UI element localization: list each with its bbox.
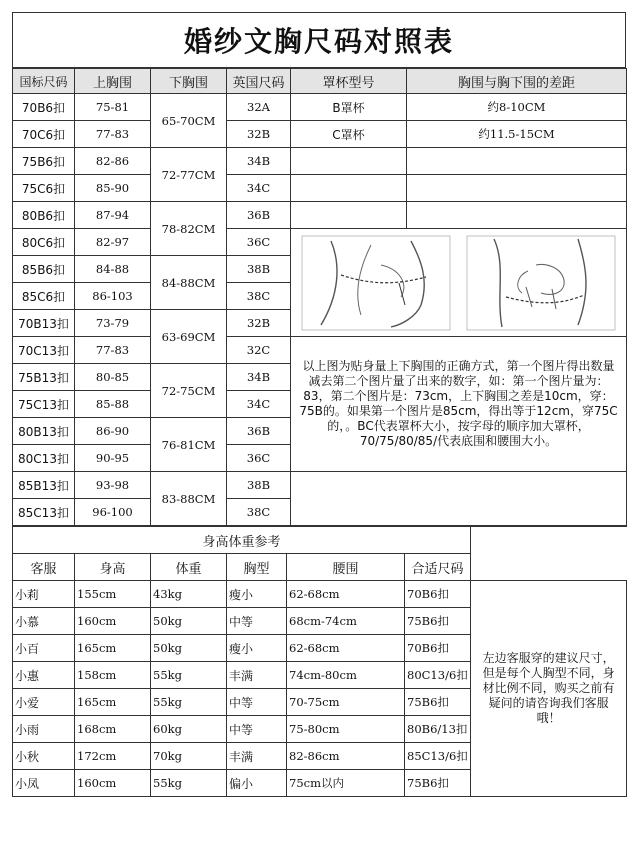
- upper-bust-cell: 82-97: [75, 229, 151, 256]
- shape-cell: 中等: [227, 716, 287, 743]
- uk-size-cell: 34C: [227, 175, 291, 202]
- cup-cell-empty: [291, 175, 407, 202]
- waist-cell: 82-86cm: [287, 743, 405, 770]
- height-cell: 165cm: [75, 689, 151, 716]
- cn-size-cell: 80C6扣: [13, 229, 75, 256]
- upper-bust-cell: 86-103: [75, 283, 151, 310]
- upper-bust-cell: 96-100: [75, 499, 151, 526]
- size-advice: 左边客服穿的建议尺寸，但是每个人胸型不同，身材比例不同，购买之前有疑问的请咨询我们客服哦！: [471, 581, 627, 797]
- cn-size-cell: 75B13扣: [13, 364, 75, 391]
- size-row: [13, 202, 627, 229]
- difference-cell-empty: [407, 175, 627, 202]
- staff-name-cell: 小爱: [13, 689, 75, 716]
- note-blank-cell: [291, 472, 627, 526]
- shape-cell: 瘦小: [227, 581, 287, 608]
- upper-bust-cell: 86-90: [75, 418, 151, 445]
- header-difference: 胸围与胸下围的差距: [407, 69, 627, 94]
- size-table-body: [13, 94, 627, 526]
- weight-cell: 55kg: [151, 770, 227, 797]
- weight-cell: 55kg: [151, 689, 227, 716]
- uk-size-cell: 34C: [227, 391, 291, 418]
- uk-size-cell: 32A: [227, 94, 291, 121]
- cn-size-cell: 80C13扣: [13, 445, 75, 472]
- ref-header-shape: 胸型: [227, 554, 287, 581]
- size-row: [13, 229, 627, 256]
- size-row: [13, 472, 627, 499]
- uk-size-cell: 38C: [227, 499, 291, 526]
- shape-cell: 丰满: [227, 743, 287, 770]
- weight-cell: 43kg: [151, 581, 227, 608]
- waist-cell: 62-68cm: [287, 635, 405, 662]
- reference-row: [13, 581, 627, 608]
- waist-cell: 62-68cm: [287, 581, 405, 608]
- upper-bust-cell: 77-83: [75, 121, 151, 148]
- header-cup: 罩杯型号: [291, 69, 407, 94]
- shape-cell: 丰满: [227, 662, 287, 689]
- cn-size-cell: 75C13扣: [13, 391, 75, 418]
- cn-size-cell: 80B13扣: [13, 418, 75, 445]
- waist-cell: 68cm-74cm: [287, 608, 405, 635]
- fit-size-cell: 75B6扣: [405, 770, 471, 797]
- upper-bust-cell: 85-90: [75, 175, 151, 202]
- cn-size-cell: 85B6扣: [13, 256, 75, 283]
- upper-bust-cell: 87-94: [75, 202, 151, 229]
- height-cell: 168cm: [75, 716, 151, 743]
- uk-size-cell: 38B: [227, 256, 291, 283]
- cn-size-cell: 70C13扣: [13, 337, 75, 364]
- header-upper-bust: 上胸围: [75, 69, 151, 94]
- shape-cell: 瘦小: [227, 635, 287, 662]
- waist-cell: 70-75cm: [287, 689, 405, 716]
- difference-cell: 约11.5-15CM: [407, 121, 627, 148]
- under-bust-measure-illustration: [466, 235, 616, 331]
- reference-title-spacer: [471, 527, 627, 554]
- size-row: [13, 337, 627, 364]
- height-cell: 160cm: [75, 770, 151, 797]
- measurement-note: 以上图为贴身量上下胸围的正确方式，第一个图片得出数量减去第二个图片量了出来的数字，如：第一个图片量为：83，第二个图片是：73cm，上下胸围之差是10cm，穿：75B的。如果第一个图片是85cm，得出等于12cm，穿75C的，。BC代表罩杯大小，按字母的顺序加大罩杯，70/75/80/85/代表底围和腰围大小。: [291, 337, 627, 472]
- upper-bust-cell: 84-88: [75, 256, 151, 283]
- under-bust-cell: 65-70CM: [151, 94, 227, 148]
- upper-bust-measure-illustration: [301, 235, 451, 331]
- weight-cell: 70kg: [151, 743, 227, 770]
- height-cell: 155cm: [75, 581, 151, 608]
- header-uk-size: 英国尺码: [227, 69, 291, 94]
- staff-name-cell: 小慕: [13, 608, 75, 635]
- staff-name-cell: 小惠: [13, 662, 75, 689]
- ref-header-size: 合适尺码: [405, 554, 471, 581]
- cn-size-cell: 85C13扣: [13, 499, 75, 526]
- staff-name-cell: 小秋: [13, 743, 75, 770]
- size-table-header: [13, 69, 627, 94]
- upper-bust-cell: 77-83: [75, 337, 151, 364]
- upper-bust-cell: 90-95: [75, 445, 151, 472]
- ref-header-height: 身高: [75, 554, 151, 581]
- cn-size-cell: 70C6扣: [13, 121, 75, 148]
- cn-size-cell: 70B6扣: [13, 94, 75, 121]
- cup-cell-empty: [291, 148, 407, 175]
- uk-size-cell: 34B: [227, 148, 291, 175]
- reference-header: [13, 554, 627, 581]
- height-cell: 165cm: [75, 635, 151, 662]
- under-bust-cell: 83-88CM: [151, 472, 227, 526]
- page-title: 婚纱文胸尺码对照表: [12, 12, 626, 68]
- difference-cell-empty: [407, 148, 627, 175]
- upper-bust-cell: 80-85: [75, 364, 151, 391]
- uk-size-cell: 32B: [227, 121, 291, 148]
- fit-size-cell: 80B6/13扣: [405, 716, 471, 743]
- ref-header-staff: 客服: [13, 554, 75, 581]
- under-bust-cell: 63-69CM: [151, 310, 227, 364]
- reference-table-body: [13, 527, 627, 797]
- shape-cell: 偏小: [227, 770, 287, 797]
- size-row: [13, 121, 627, 148]
- staff-name-cell: 小百: [13, 635, 75, 662]
- upper-bust-cell: 73-79: [75, 310, 151, 337]
- uk-size-cell: 32B: [227, 310, 291, 337]
- uk-size-cell: 34B: [227, 364, 291, 391]
- reference-table: [12, 526, 627, 797]
- height-cell: 160cm: [75, 608, 151, 635]
- weight-cell: 50kg: [151, 608, 227, 635]
- uk-size-cell: 36B: [227, 202, 291, 229]
- weight-cell: 55kg: [151, 662, 227, 689]
- fit-size-cell: 75B6扣: [405, 689, 471, 716]
- difference-cell-empty: [407, 202, 627, 229]
- cn-size-cell: 75B6扣: [13, 148, 75, 175]
- cn-size-cell: 85B13扣: [13, 472, 75, 499]
- cup-cell: C罩杯: [291, 121, 407, 148]
- weight-cell: 50kg: [151, 635, 227, 662]
- difference-cell: 约8-10CM: [407, 94, 627, 121]
- uk-size-cell: 36C: [227, 445, 291, 472]
- fit-size-cell: 80C13/6扣: [405, 662, 471, 689]
- measurement-illustrations: [293, 233, 624, 333]
- size-table: [12, 68, 627, 526]
- waist-cell: 74cm-80cm: [287, 662, 405, 689]
- under-bust-cell: 72-77CM: [151, 148, 227, 202]
- upper-bust-cell: 82-86: [75, 148, 151, 175]
- staff-name-cell: 小雨: [13, 716, 75, 743]
- size-chart-page: [12, 12, 626, 797]
- size-row: [13, 94, 627, 121]
- cn-size-cell: 80B6扣: [13, 202, 75, 229]
- fit-size-cell: 85C13/6扣: [405, 743, 471, 770]
- uk-size-cell: 36C: [227, 229, 291, 256]
- upper-bust-cell: 93-98: [75, 472, 151, 499]
- shape-cell: 中等: [227, 608, 287, 635]
- ref-header-weight: 体重: [151, 554, 227, 581]
- shape-cell: 中等: [227, 689, 287, 716]
- height-cell: 158cm: [75, 662, 151, 689]
- cup-cell-empty: [291, 202, 407, 229]
- fit-size-cell: 70B6扣: [405, 581, 471, 608]
- under-bust-cell: 72-75CM: [151, 364, 227, 418]
- header-under-bust: 下胸围: [151, 69, 227, 94]
- fit-size-cell: 70B6扣: [405, 635, 471, 662]
- size-row: [13, 175, 627, 202]
- staff-name-cell: 小凤: [13, 770, 75, 797]
- staff-name-cell: 小莉: [13, 581, 75, 608]
- size-row: [13, 148, 627, 175]
- uk-size-cell: 38B: [227, 472, 291, 499]
- cn-size-cell: 75C6扣: [13, 175, 75, 202]
- reference-title: 身高体重参考: [13, 527, 471, 554]
- waist-cell: 75-80cm: [287, 716, 405, 743]
- fit-size-cell: 75B6扣: [405, 608, 471, 635]
- upper-bust-cell: 85-88: [75, 391, 151, 418]
- under-bust-cell: 76-81CM: [151, 418, 227, 472]
- uk-size-cell: 32C: [227, 337, 291, 364]
- cup-cell: B罩杯: [291, 94, 407, 121]
- ref-header-spacer: [471, 554, 627, 581]
- cn-size-cell: 70B13扣: [13, 310, 75, 337]
- upper-bust-cell: 75-81: [75, 94, 151, 121]
- under-bust-cell: 84-88CM: [151, 256, 227, 310]
- cn-size-cell: 85C6扣: [13, 283, 75, 310]
- uk-size-cell: 38C: [227, 283, 291, 310]
- waist-cell: 75cm以内: [287, 770, 405, 797]
- ref-header-waist: 腰围: [287, 554, 405, 581]
- weight-cell: 60kg: [151, 716, 227, 743]
- height-cell: 172cm: [75, 743, 151, 770]
- uk-size-cell: 36B: [227, 418, 291, 445]
- illustration-cell: [291, 229, 627, 337]
- header-cn-size: 国标尺码: [13, 69, 75, 94]
- under-bust-cell: 78-82CM: [151, 202, 227, 256]
